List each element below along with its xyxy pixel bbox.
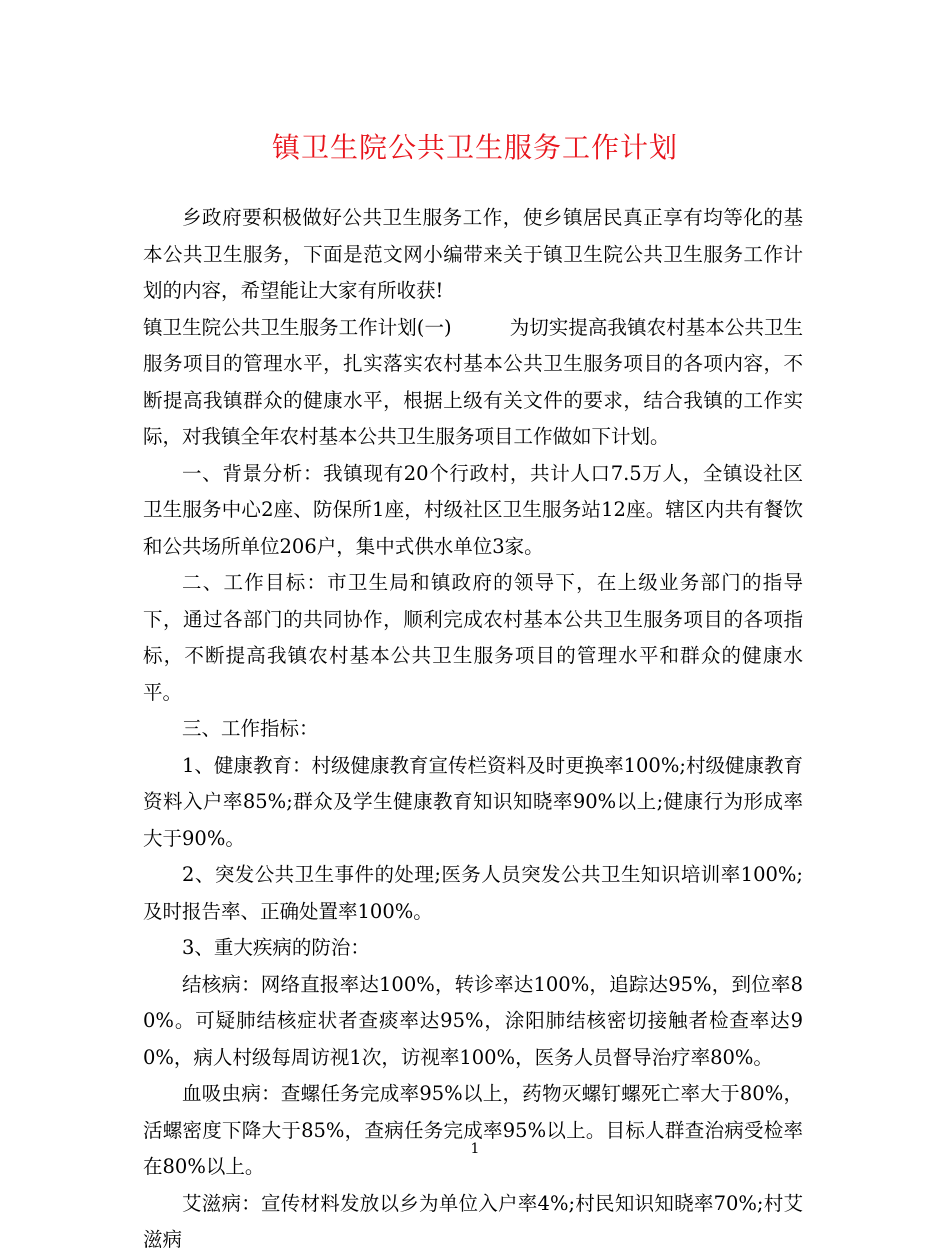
intro-paragraph: 乡政府要积极做好公共卫生服务工作，使乡镇居民真正享有均等化的基本公共卫生服务，下面是范文网小编带来关于镇卫生院公共卫生服务工作计划的内容，希望能让大家有所收获! bbox=[143, 206, 803, 302]
tuberculosis-paragraph: 结核病：网络直报率达100%，转诊率达100%，追踪达95%，到位率80%。可疑肺结核症状者查痰率达95%，涂阳肺结核密切接触者检查率达90%，病人村级每周访视1次，访视率100%，医务人员督导治疗率80%。 bbox=[143, 972, 803, 1069]
schistosomiasis-paragraph: 血吸虫病：查螺任务完成率95%以上，药物灭螺钉螺死亡率大于80%，活螺密度下降大于85%，查病任务完成率95%以上。目标人群查治病受检率在80%以上。 bbox=[143, 1082, 803, 1178]
page-number: 1 bbox=[470, 1141, 480, 1157]
document-body bbox=[143, 200, 803, 1259]
goal-paragraph: 二、工作目标：市卫生局和镇政府的领导下，在上级业务部门的指导下，通过各部门的共同协作，顺利完成农村基本公共卫生服务项目的各项指标，不断提高我镇农村基本公共卫生服务项目的管理水平和群众的健康水平。 bbox=[143, 571, 803, 704]
plan-section-paragraph bbox=[143, 310, 803, 456]
emergency-paragraph: 2、突发公共卫生事件的处理;医务人员突发公共卫生知识培训率100%;及时报告率、正确处置率100%。 bbox=[143, 863, 803, 923]
plan-section-text: 为切实提高我镇农村基本公共卫生服务项目的管理水平，扎实落实农村基本公共卫生服务项目的各项内容，不断提高我镇群众的健康水平，根据上级有关文件的要求，结合我镇的工作实际，对我镇全年农村基本公共卫生服务项目工作做如下计划。 bbox=[143, 315, 803, 448]
background-paragraph: 一、背景分析：我镇现有20个行政村，共计人口7.5万人，全镇设社区卫生服务中心2座、防保所1座，村级社区卫生服务站12座。辖区内共有餐饮和公共场所单位206户，集中式供水单位3家。 bbox=[143, 461, 803, 558]
disease-prevention-heading: 3、重大疾病的防治： bbox=[182, 936, 370, 959]
indicators-heading: 三、工作指标： bbox=[182, 717, 319, 740]
health-education-paragraph: 1、健康教育：村级健康教育宣传栏资料及时更换率100%;村级健康教育资料入户率85%;群众及学生健康教育知识知晓率90%以上;健康行为形成率大于90%。 bbox=[143, 753, 803, 850]
document-title: 镇卫生院公共卫生服务工作计划 bbox=[271, 131, 678, 164]
plan-section-heading: 镇卫生院公共卫生服务工作计划(一) bbox=[143, 315, 452, 339]
aids-paragraph: 艾滋病：宣传材料发放以乡为单位入户率4%;村民知识知晓率70%;村艾滋病 bbox=[143, 1191, 803, 1251]
